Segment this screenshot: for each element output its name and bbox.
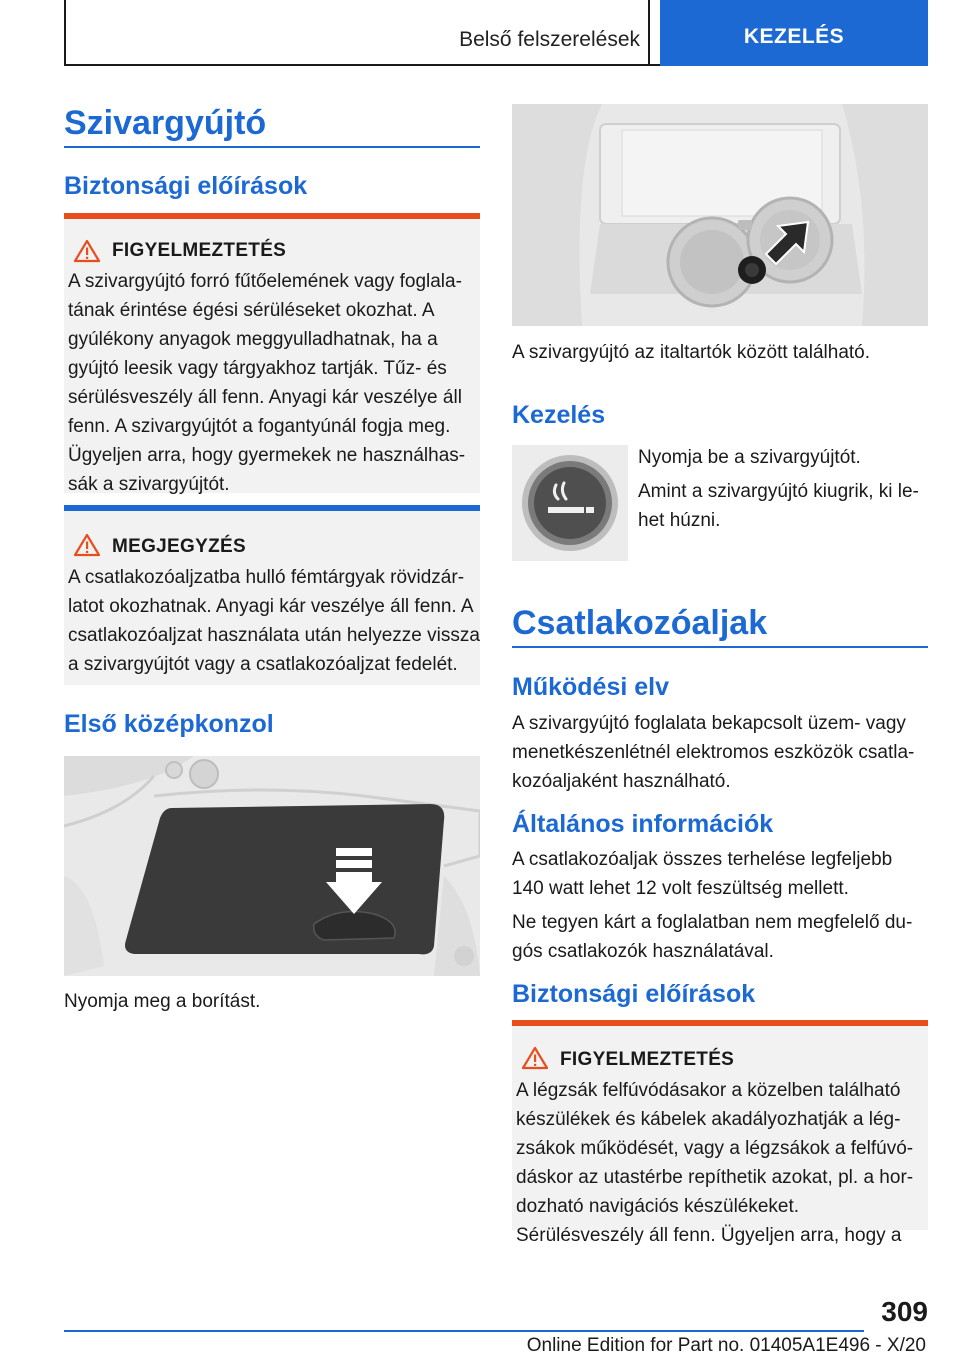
footer-rule [64,1330,864,1332]
note-bar [64,505,480,511]
operation-line: het húzni. [638,510,721,531]
warning-triangle-icon [74,533,100,557]
warning-box [512,1020,928,1246]
warning-line: tának érintése égési sérüléseket okozhat. A [68,300,435,321]
general-line: gós csatlakozók használatával. [512,941,774,962]
warning-line: Ügyeljen arra, hogy gyermekek ne használhas- [68,445,466,466]
warning-text [68,267,465,499]
heading-principle: Működési elv [512,673,669,701]
operation-line: Amint a szivargyújtó kiugrik, ki le- [638,481,919,502]
warning-line: zsákok működését, vagy a légzsákok a felfúvó- [516,1138,914,1159]
edition-footer[interactable]: Online Edition for Part no. 01405A1E496 - X/20 [526,1335,926,1356]
principle-text [512,709,914,796]
console-caption: Nyomja meg a borítást. [64,991,261,1012]
warning-triangle-icon [74,239,100,263]
general-line: Ne tegyen kárt a foglalatban nem megfelelő du- [512,912,913,933]
warning-line: sák a szivargyújtót. [68,474,230,495]
warning-line: Sérülésveszély áll fenn. Ügyeljen arra, hogy a [516,1225,902,1246]
note-box [64,505,480,685]
principle-line: A szivargyújtó foglalata bekapcsolt üzem- vagy [512,713,906,734]
warning-line: dozható navigációs készülékeket. [516,1196,800,1217]
heading-front-console: Első középkonzol [64,710,274,738]
warning-line: A légzsák felfúvódásakor a közelben található [516,1080,901,1101]
heading-safety-sockets: Biztonsági előírások [512,980,756,1008]
warning-line: A szivargyújtó forró fűtőelemének vagy foglala- [68,271,462,292]
principle-line: menetkészenlétnél elektromos eszközök csatla- [512,742,915,763]
warning-bar [512,1020,928,1026]
heading-safety: Biztonsági előírások [64,172,308,200]
section-title-sockets: Csatlakozóaljak [512,604,768,642]
console-cover-illustration [64,756,480,976]
cupholder-caption: A szivargyújtó az italtartók között található. [512,342,871,363]
warning-box [64,213,480,493]
heading-operation: Kezelés [512,401,606,429]
general-line: 140 watt lehet 12 volt feszültség mellett. [512,878,849,899]
heading-general-info: Általános információk [512,810,774,838]
operation-text [638,443,928,535]
warning-title: FIGYELMEZTETÉS [560,1049,735,1070]
cupholder-photo [512,104,928,326]
cigarette-lighter-icon [512,445,628,561]
title-rule [64,146,480,148]
console-cover-photo [64,756,480,976]
note-line: latot okozhatnak. Anyagi kár veszélye áll fenn. A [68,596,474,617]
lighter-button-photo [512,445,628,561]
warning-line: sérülésveszély áll fenn. Anyagi kár veszélye áll [68,387,462,408]
warning-line: gyújtó leesik vagy tárgyakhoz tartják. Tűz- és [68,358,447,379]
warning-line: fenn. A szivargyújtót a fogantyúnál fogja meg. [68,416,451,437]
header-divider [648,0,650,66]
note-text [68,563,480,679]
header-section-title: Belső felszerelések [459,28,640,51]
note-line: csatlakozóaljzat használata után helyezze vissza [68,625,480,646]
header-chapter-tab[interactable]: KEZELÉS [660,0,928,66]
warning-line: gyúlékony anyagok meggyulladhatnak, ha a [68,329,438,350]
title-rule [512,646,928,648]
section-title-cigarette-lighter: Szivargyújtó [64,104,267,142]
warning-text [516,1076,913,1250]
warning-triangle-icon [522,1046,548,1070]
operation-line: Nyomja be a szivargyújtót. [638,447,861,468]
general-line: A csatlakozóaljak összes terhelése legfeljebb [512,849,893,870]
warning-line: készülékek és kábelek akadályozhatják a lég- [516,1109,901,1130]
principle-line: kozóaljaként használható. [512,771,731,792]
note-title: MEGJEGYZÉS [112,536,246,557]
note-line: A csatlakozóaljzatba hulló fémtárgyak rövidzár- [68,567,465,588]
warning-line: dáskor az utastérbe repíthetik azokat, pl. a hor- [516,1167,914,1188]
note-line: a szivargyújtót vagy a csatlakozóaljzat fedelét. [68,654,458,675]
warning-bar [64,213,480,219]
general-info-text [512,845,912,966]
page-number: 309 [881,1296,928,1327]
warning-title: FIGYELMEZTETÉS [112,240,287,261]
cupholder-illustration [512,104,928,326]
